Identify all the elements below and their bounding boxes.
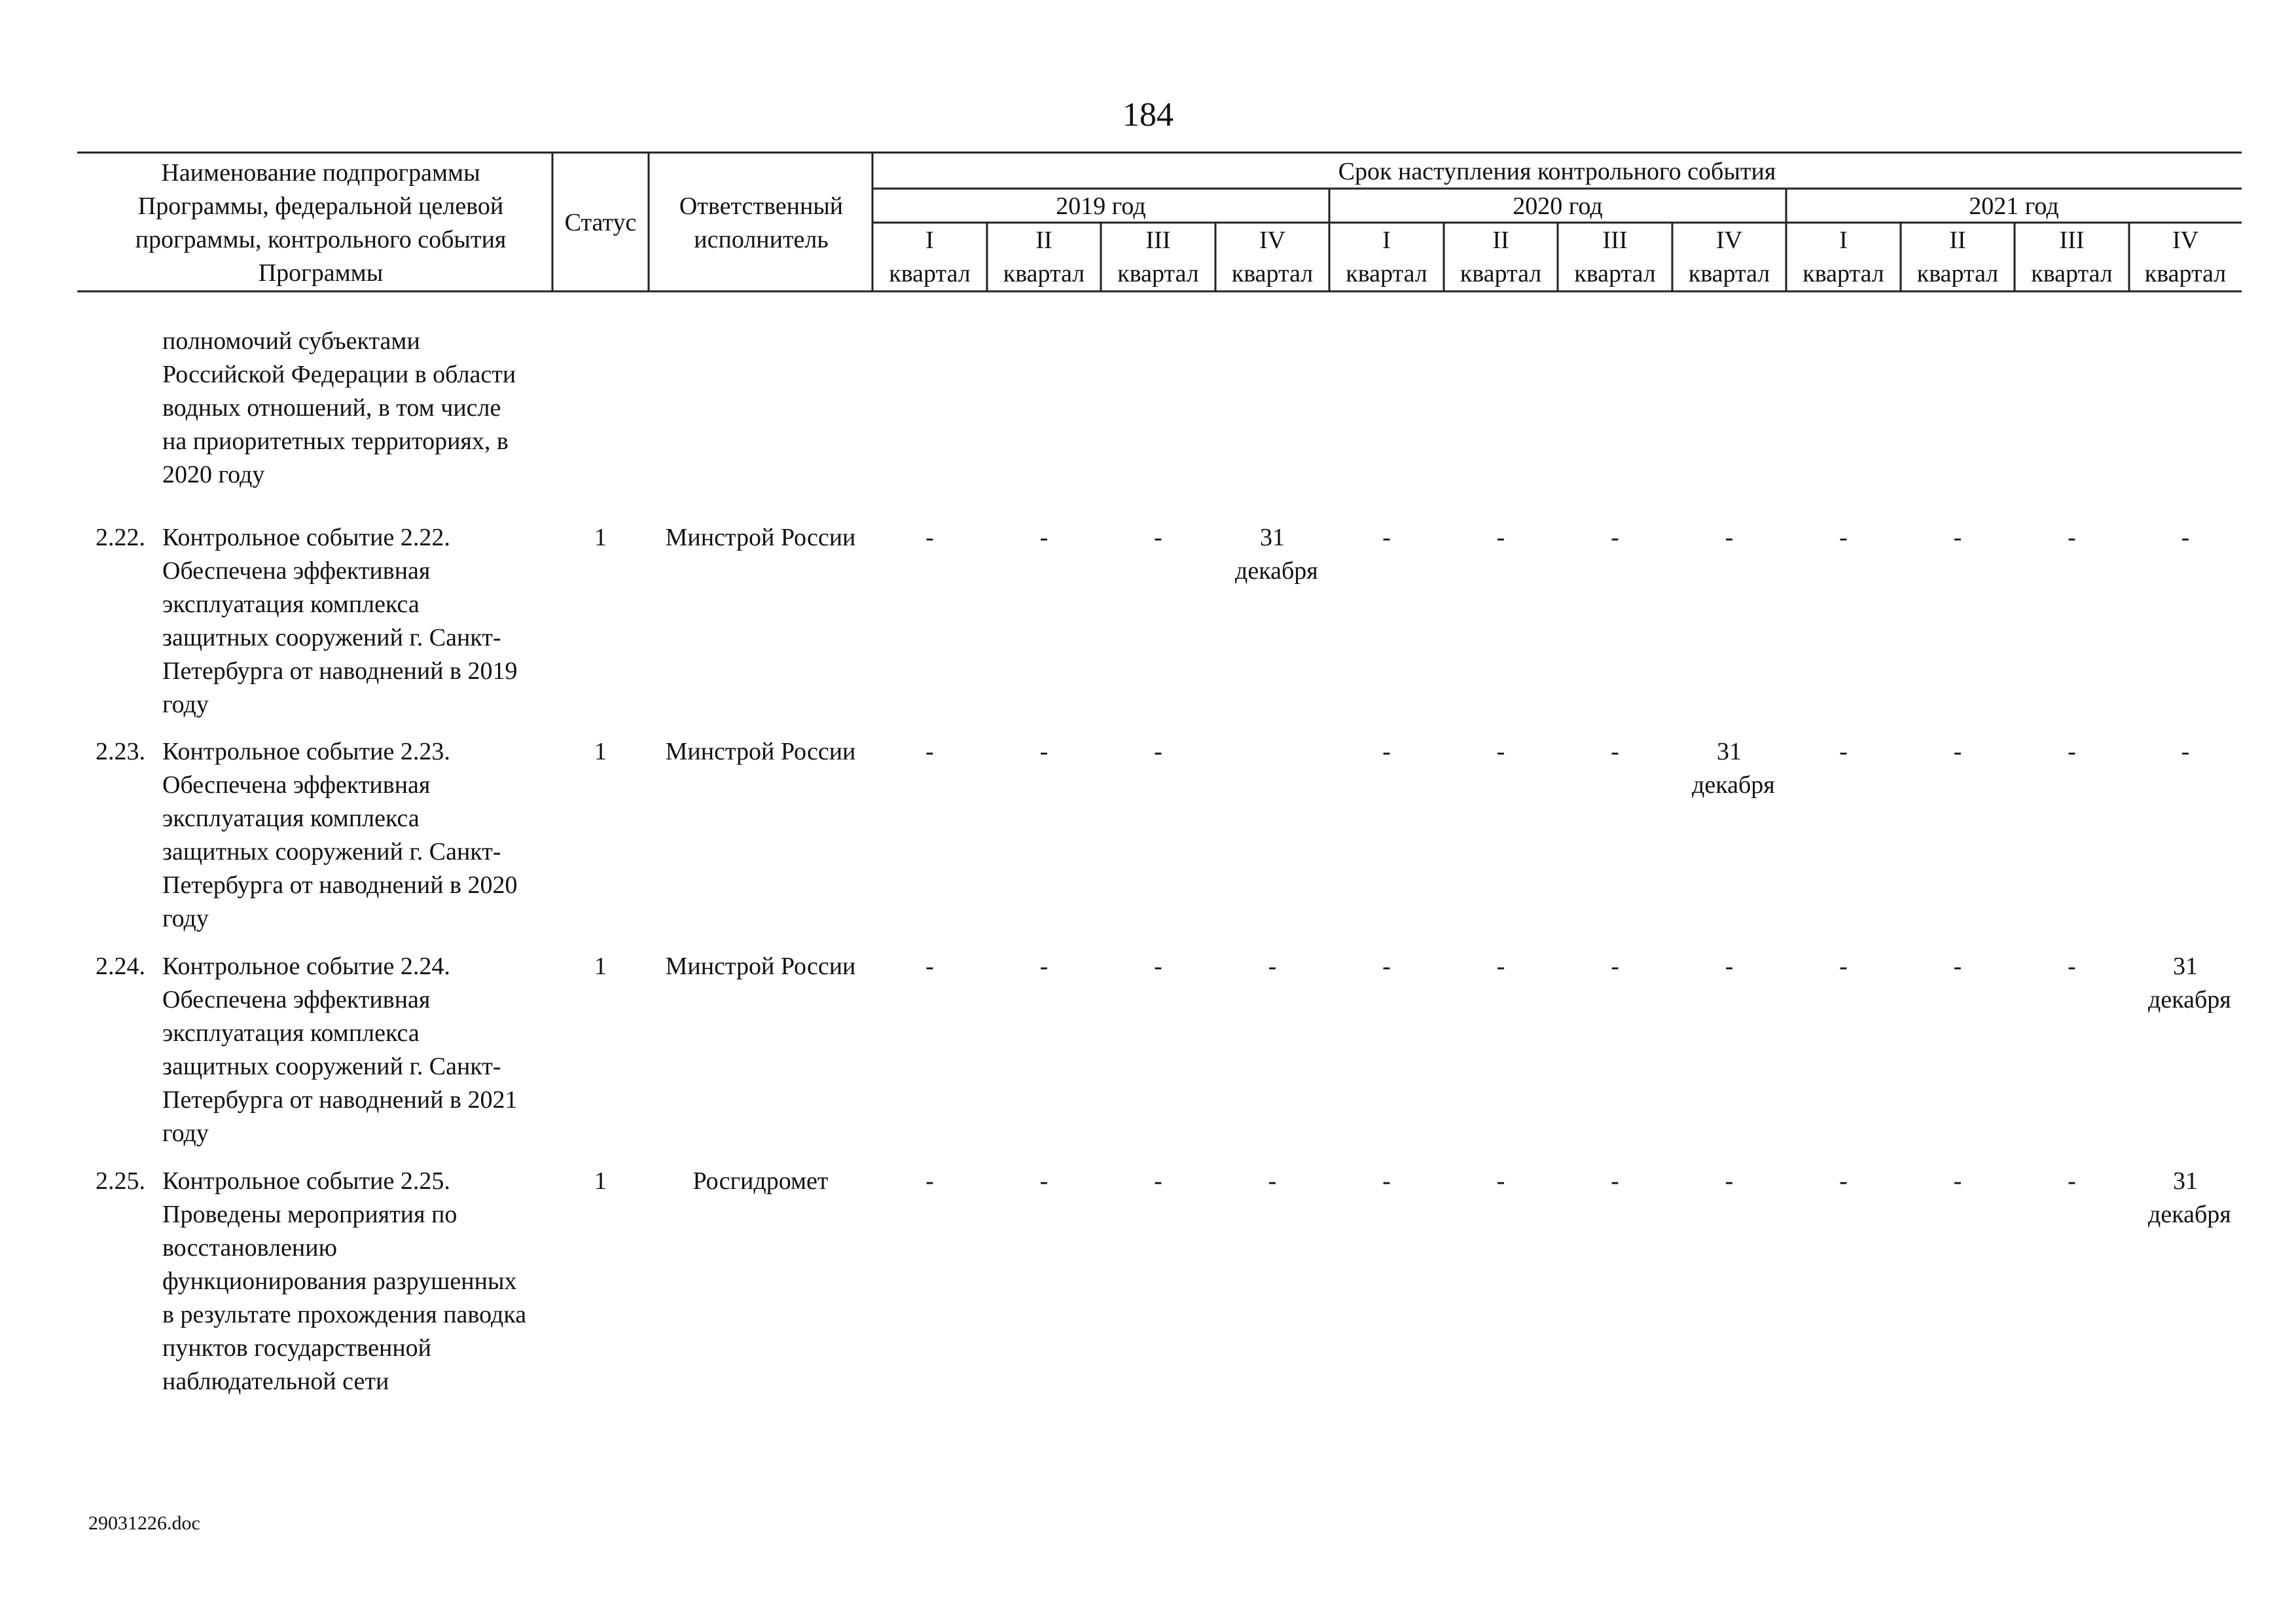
quarter-cell: - <box>2068 1167 2076 1195</box>
quarter-cell: - <box>1382 953 1391 980</box>
row-event-name: Контрольное событие 2.25. Проведены мероприятия по восстановлению функционирования разрушенных в результате прохождения паводка пунктов государственной наблюдательной сети <box>162 1167 527 1395</box>
header-quarter-word: квартал <box>1346 259 1427 287</box>
header-quarter-numeral: II <box>1035 226 1052 254</box>
row-event-name: Контрольное событие 2.23. Обеспечена эффективная эксплуатация комплекса защитных сооружений г. Санкт-Петербурга от наводнений в 2020 году <box>162 738 518 932</box>
quarter-cell: - <box>2181 738 2190 765</box>
row-number: 2.24. <box>96 953 145 980</box>
quarter-cell: - <box>1839 953 1848 980</box>
header-executor-column: Ответственный исполнитель <box>679 192 844 253</box>
row-event-name: Контрольное событие 2.24. Обеспечена эффективная эксплуатация комплекса защитных сооружений г. Санкт-Петербурга от наводнений в 2021 году <box>162 953 518 1147</box>
quarter-cell: - <box>1839 524 1848 551</box>
header-quarter-numeral: II <box>1492 226 1509 254</box>
header-quarter-word: квартал <box>2031 259 2113 287</box>
quarter-cell: - <box>1154 953 1162 980</box>
quarter-cell: - <box>2068 953 2076 980</box>
header-deadline-column: Срок наступления контрольного события <box>1338 157 1776 185</box>
header-quarter-word: квартал <box>1117 259 1199 287</box>
header-quarter-numeral: I <box>925 226 934 254</box>
header-quarter-numeral: III <box>1602 226 1628 254</box>
quarter-cell: - <box>1039 953 1049 980</box>
quarter-cell: - <box>925 953 934 980</box>
header-year-2019: 2019 год <box>1056 192 1146 220</box>
header-year-2020: 2020 год <box>1513 192 1603 220</box>
header-year-2021: 2021 год <box>1969 192 2059 220</box>
header-quarter-numeral: III <box>2059 226 2085 254</box>
header-quarter-numeral: IV <box>1715 226 1743 254</box>
row-number: 2.23. <box>96 738 145 765</box>
quarter-cell: - <box>1725 524 1734 551</box>
header-status-column: Статус <box>564 209 637 236</box>
quarter-cell: 31 декабря <box>1235 524 1318 585</box>
page-number: 184 <box>1122 96 1174 134</box>
header-quarter-word: квартал <box>2144 259 2227 287</box>
quarter-cell: - <box>1154 524 1162 551</box>
quarter-cell: - <box>1382 738 1391 765</box>
row-status: 1 <box>594 1167 607 1195</box>
quarter-cell: - <box>925 1167 934 1195</box>
header-quarter-numeral: IV <box>1259 226 1286 254</box>
quarter-cell: - <box>2068 524 2076 551</box>
header-quarter-word: квартал <box>1574 259 1656 287</box>
quarter-cell: 31 декабря <box>2148 1167 2231 1228</box>
quarter-cell: - <box>1953 953 1962 980</box>
row-event-name: Контрольное событие 2.22. Обеспечена эффективная эксплуатация комплекса защитных сооружений г. Санкт-Петербурга от наводнений в 2019 году <box>162 524 518 718</box>
quarter-cell: - <box>1496 524 1505 551</box>
quarter-cell: - <box>1268 1167 1277 1195</box>
row-status: 1 <box>594 738 607 765</box>
quarter-cell: - <box>1382 1167 1391 1195</box>
row-number: 2.22. <box>96 524 145 551</box>
quarter-cell: - <box>925 524 934 551</box>
quarter-cell: 31 декабря <box>2148 953 2231 1013</box>
header-quarter-word: квартал <box>1231 259 1314 287</box>
quarter-cell: - <box>1839 1167 1848 1195</box>
quarter-cell: - <box>2068 738 2076 765</box>
header-quarter-word: квартал <box>1803 259 1884 287</box>
header-quarter-word: квартал <box>1688 259 1770 287</box>
quarter-cell: - <box>1953 524 1962 551</box>
header-quarter-word: квартал <box>889 259 971 287</box>
header-quarter-numeral: III <box>1145 226 1171 254</box>
header-quarter-numeral: I <box>1382 226 1391 254</box>
header-quarter-word: квартал <box>1003 259 1085 287</box>
row-executor: Минстрой России <box>665 524 856 551</box>
header-quarter-word: квартал <box>1460 259 1542 287</box>
continuation-text: полномочий субъектами Российской Федерации в области водных отношений, в том числе на приоритетных территориях, в 2020 году <box>162 327 516 488</box>
quarter-cell: - <box>1611 738 1619 765</box>
row-executor: Минстрой России <box>665 738 856 765</box>
quarter-cell: - <box>1953 1167 1962 1195</box>
quarter-cell: - <box>1611 524 1619 551</box>
quarter-cell: - <box>925 738 934 765</box>
quarter-cell: - <box>1154 1167 1162 1195</box>
quarter-cell: - <box>1611 1167 1619 1195</box>
quarter-cell: - <box>1839 738 1848 765</box>
quarter-cell: - <box>1496 738 1505 765</box>
quarter-cell: - <box>1611 953 1619 980</box>
quarter-cell: - <box>1039 738 1049 765</box>
row-status: 1 <box>594 953 607 980</box>
quarter-cell: - <box>1725 953 1734 980</box>
document-filename: 29031226.doc <box>88 1512 200 1534</box>
quarter-cell: - <box>1953 738 1962 765</box>
quarter-cell: 31 декабря <box>1692 738 1775 799</box>
header-quarter-numeral: II <box>1949 226 1966 254</box>
header-quarter-numeral: I <box>1839 226 1848 254</box>
quarter-cell: - <box>1725 1167 1734 1195</box>
header-name-column: Наименование подпрограммы Программы, федеральной целевой программы, контрольного события Программы <box>135 158 507 287</box>
quarter-cell: - <box>1154 738 1162 765</box>
quarter-cell: - <box>1268 953 1277 980</box>
header-quarter-word: квартал <box>1916 259 1999 287</box>
row-executor: Росгидромет <box>692 1167 829 1195</box>
header-quarter-numeral: IV <box>2172 226 2199 254</box>
quarter-cell: - <box>1039 1167 1049 1195</box>
quarter-cell: - <box>1496 953 1505 980</box>
quarter-cell: - <box>1496 1167 1505 1195</box>
quarter-cell: - <box>1039 524 1049 551</box>
row-number: 2.25. <box>96 1167 145 1195</box>
quarter-cell: - <box>1382 524 1391 551</box>
row-executor: Минстрой России <box>665 953 856 980</box>
quarter-cell: - <box>2181 524 2190 551</box>
row-status: 1 <box>594 524 607 551</box>
